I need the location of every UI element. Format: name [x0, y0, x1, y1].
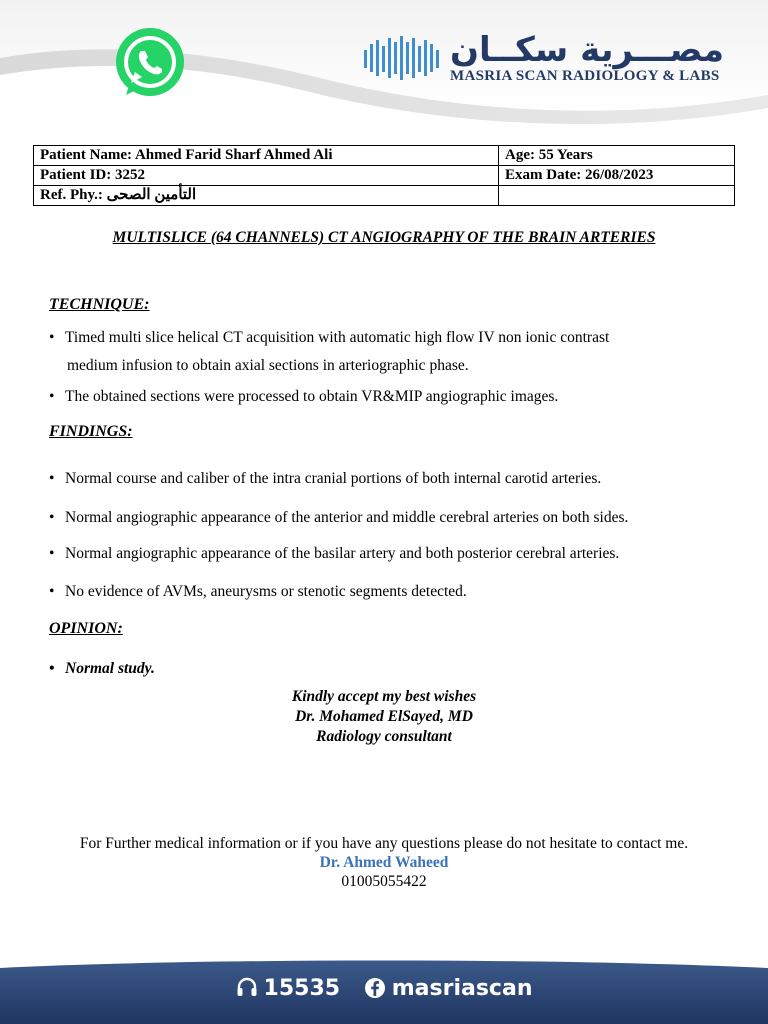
- bullet: •: [49, 545, 55, 562]
- technique-text: Timed multi slice helical CT acquisition with automatic high flow IV non ionic contrast: [65, 329, 610, 346]
- signature-title: Radiology consultant: [316, 728, 452, 745]
- exam-date: Exam Date: 26/08/2023: [499, 166, 735, 186]
- technique-heading: TECHNIQUE:: [49, 296, 150, 313]
- brand-name-english: MASRIA SCAN RADIOLOGY & LABS: [450, 68, 720, 84]
- finding-text: Normal course and caliber of the intra cranial portions of both internal carotid arteries.: [65, 470, 602, 487]
- brand-name-arabic: مصـــرية سكــان: [450, 30, 725, 70]
- empty-cell: [499, 186, 735, 206]
- hotline-number: 15535: [263, 975, 341, 1001]
- report-title: MULTISLICE (64 CHANNELS) CT ANGIOGRAPHY OF THE BRAIN ARTERIES: [112, 229, 656, 246]
- list-item: [49, 544, 619, 564]
- list-item: [49, 469, 601, 489]
- findings-heading: FINDINGS:: [49, 423, 133, 440]
- opinion-heading: OPINION:: [49, 620, 123, 637]
- signature-doctor: Dr. Mohamed ElSayed, MD: [295, 708, 473, 725]
- ref-label: Ref. Phy.:: [40, 187, 103, 203]
- list-item: [49, 582, 467, 602]
- bullet: •: [49, 509, 55, 526]
- social-name: masriascan: [391, 975, 533, 1001]
- finding-text: Normal angiographic appearance of the anterior and middle cerebral arteries on both sides.: [65, 509, 629, 526]
- list-item: [49, 659, 155, 679]
- social-handle[interactable]: [364, 976, 533, 1001]
- hotline[interactable]: [236, 976, 341, 1001]
- contact-note: For Further medical information or if you have any questions please do not hesitate to contact me.: [79, 835, 689, 852]
- headset-icon: [236, 977, 258, 999]
- brand-logo: [362, 30, 725, 90]
- referring-physician: [34, 186, 499, 206]
- bullet: •: [49, 388, 55, 405]
- opinion-text: Normal study.: [65, 660, 155, 677]
- table-row: [34, 186, 735, 206]
- brand-bars-icon: [362, 36, 444, 80]
- list-item: [49, 328, 609, 348]
- technique-text-continued: medium infusion to obtain axial sections in arteriographic phase.: [67, 357, 469, 374]
- footer-contacts: [0, 975, 768, 1001]
- patient-name: Patient Name: Ahmed Farid Sharf Ahmed Ali: [34, 146, 499, 166]
- table-row: [34, 166, 735, 186]
- signature-greeting: Kindly accept my best wishes: [291, 688, 477, 705]
- patient-id: Patient ID: 3252: [34, 166, 499, 186]
- bullet: •: [49, 329, 55, 346]
- finding-text: Normal angiographic appearance of the basilar artery and both posterior cerebral arteries.: [65, 545, 620, 562]
- whatsapp-icon: [112, 25, 188, 101]
- technique-text: The obtained sections were processed to obtain VR&MIP angiographic images.: [65, 388, 559, 405]
- list-item: [49, 387, 558, 407]
- patient-age: Age: 55 Years: [499, 146, 735, 166]
- table-row: [34, 146, 735, 166]
- bullet: •: [49, 583, 55, 600]
- bullet: •: [49, 470, 55, 487]
- list-item: [49, 508, 628, 528]
- finding-text: No evidence of AVMs, aneurysms or stenotic segments detected.: [65, 583, 467, 600]
- contact-doctor: Dr. Ahmed Waheed: [319, 854, 449, 871]
- contact-phone[interactable]: 01005055422: [341, 873, 427, 890]
- patient-info-table: [33, 145, 735, 206]
- ref-value: التأمين الصحى: [106, 187, 197, 203]
- bullet: •: [49, 660, 55, 677]
- facebook-icon: [364, 977, 386, 999]
